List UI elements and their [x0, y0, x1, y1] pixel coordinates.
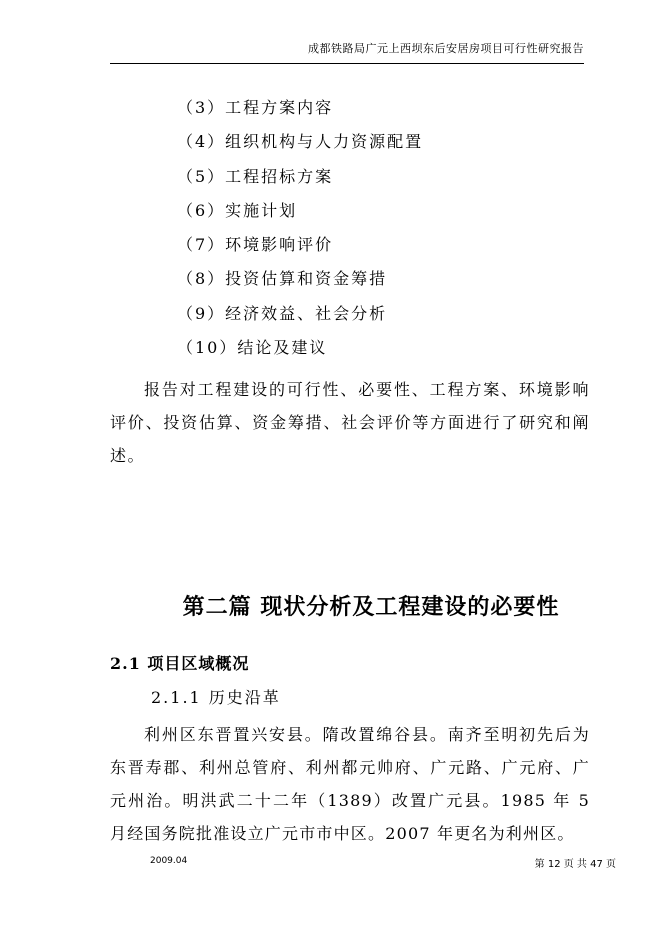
- history-paragraph: 利州区东晋置兴安县。隋改置绵谷县。南齐至明初先后为东晋寿郡、利州总管府、利州都元帅府、广元路、广元府、广元州治。明洪武二十二年（1389）改置广元县。1985 年 5 月经国务院批准设立广元市市中区。2007 年更名为利州区。: [110, 725, 590, 843]
- list-item: （5）工程招标方案: [177, 166, 334, 186]
- footer-date: 2009.04: [150, 856, 188, 866]
- list-item: （9）经济效益、社会分析: [177, 303, 388, 323]
- chapter-title: 第二篇 现状分析及工程建设的必要性: [182, 594, 560, 620]
- subsection-heading: 2.1.1 历史沿革: [151, 688, 281, 707]
- list-item: （3）工程方案内容: [177, 98, 334, 117]
- list-item: （7）环境影响评价: [177, 235, 334, 255]
- footer-page-number: 第 12 页 共 47 页: [534, 859, 616, 870]
- report-contents-list: [177, 95, 423, 369]
- summary-paragraph: 报告对工程建设的可行性、必要性、工程方案、环境影响评价、投资估算、资金筹措、社会评价等方面进行了研究和阐述。: [110, 380, 590, 465]
- list-item: （6）实施计划: [177, 200, 298, 220]
- list-item: （8）投资估算和资金筹措: [177, 269, 388, 289]
- section-heading: 2.1 项目区域概况: [110, 654, 250, 673]
- list-item: （4）组织机构与人力资源配置: [177, 132, 424, 152]
- header-divider: [110, 63, 584, 64]
- list-item: （10）结论及建议: [177, 338, 328, 358]
- running-header: 成都铁路局广元上西坝东后安居房项目可行性研究报告: [308, 42, 584, 55]
